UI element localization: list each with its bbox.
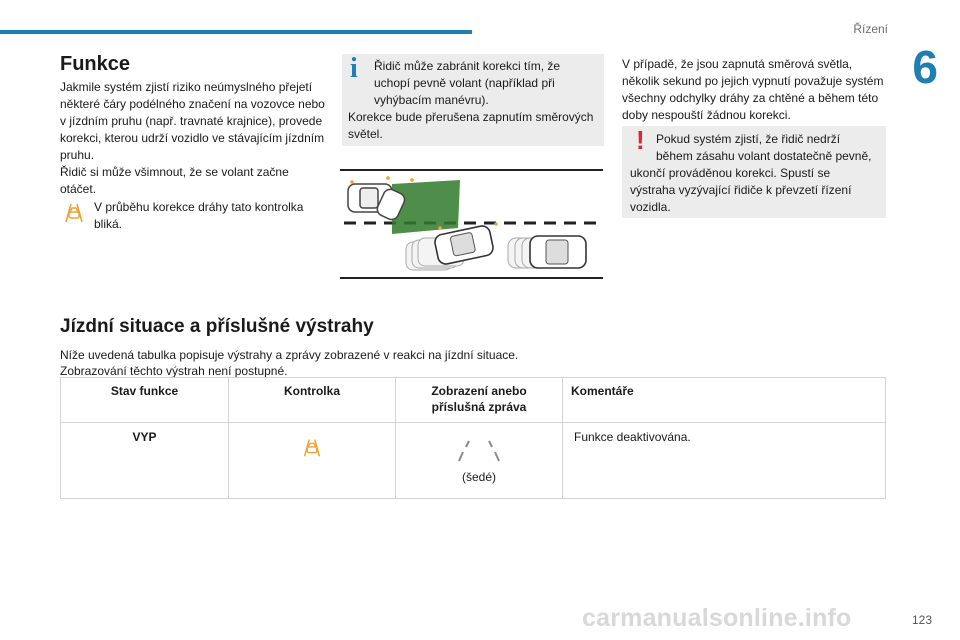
cell-komentar: Funkce deaktivována.	[563, 423, 886, 499]
header-komentare: Komentáře	[563, 378, 886, 423]
header-stav-funkce: Stav funkce	[61, 378, 229, 423]
funkce-paragraph-2: Řidič si může všimnout, že se volant začne otáčet.	[60, 165, 289, 196]
section-title: Řízení	[853, 22, 888, 36]
info-icon: i	[350, 53, 358, 84]
warning-note	[60, 199, 328, 233]
cell-kontrolka	[229, 423, 396, 499]
situations-intro-2: Zobrazování těchto výstrah není postupné.	[60, 364, 288, 378]
situations-section	[60, 316, 890, 379]
funkce-paragraph-1: Jakmile systém zjistí riziko neúmyslného přejetí některé čáry podélného značení na vozovce nebo v jízdním pruhu (např. travnaté krajnice), provede korekci, kterou udrží vozidlo ve stávajícím jízdním pruhu.	[60, 80, 325, 162]
table-header-row	[61, 378, 886, 423]
lane-warning-icon	[299, 448, 325, 462]
info-box	[342, 54, 604, 146]
situations-intro-1: Níže uvedená tabulka popisuje výstrahy a zprávy zobrazené v reakci na jízdní situace.	[60, 348, 519, 362]
gray-lane-lines-icon	[449, 454, 509, 468]
header-kontrolka: Kontrolka	[229, 378, 396, 423]
chapter-number: 6	[912, 41, 938, 93]
alert-box-text-1: Pokud systém zjistí, že řidič nedrží během zásahu volant dostatečně pevně,	[656, 132, 872, 163]
header-zobrazeni-line-2: příslušná zpráva	[431, 400, 527, 414]
funkce-column	[60, 53, 328, 233]
lane-correction-illustration	[340, 166, 603, 284]
lane-warning-icon	[60, 199, 94, 233]
top-accent-bar	[0, 30, 472, 34]
alert-box	[622, 126, 886, 218]
cell-zobrazeni	[396, 423, 563, 499]
table-row	[61, 423, 886, 499]
turn-signal-column	[622, 56, 884, 124]
display-note: (šedé)	[461, 470, 496, 484]
watermark: carmanualsonline.info	[582, 604, 852, 632]
exclamation-icon: !	[636, 125, 645, 155]
info-box-line-2: Korekce bude přerušena zapnutím směrových světel.	[348, 110, 594, 141]
info-box-line-1: Řidič může zabránit korekci tím, že uchopí pevně volant (například při vyhýbacím manévru).	[374, 59, 561, 107]
cell-stav: VYP	[61, 423, 229, 499]
page-number: 123	[911, 613, 932, 627]
warning-note-text: V průběhu korekce dráhy tato kontrolka bliká.	[94, 200, 304, 231]
situations-table	[60, 377, 886, 499]
header-zobrazeni-line-1: Zobrazení anebo	[431, 384, 527, 398]
header-zobrazeni	[396, 378, 563, 423]
situations-heading: Jízdní situace a příslušné výstrahy	[60, 316, 374, 337]
funkce-heading: Funkce	[60, 53, 131, 75]
turn-signal-paragraph: V případě, že jsou zapnutá směrová světla, několik sekund po jejich vypnutí považuje systém všechny odchylky dráhy za chtěné a během této doby nespouští žádnou korekci.	[622, 57, 884, 122]
alert-box-text-2: ukončí prováděnou korekci. Spustí se výstraha vyzývající řidiče k převzetí řízení vozidla.	[630, 166, 852, 214]
